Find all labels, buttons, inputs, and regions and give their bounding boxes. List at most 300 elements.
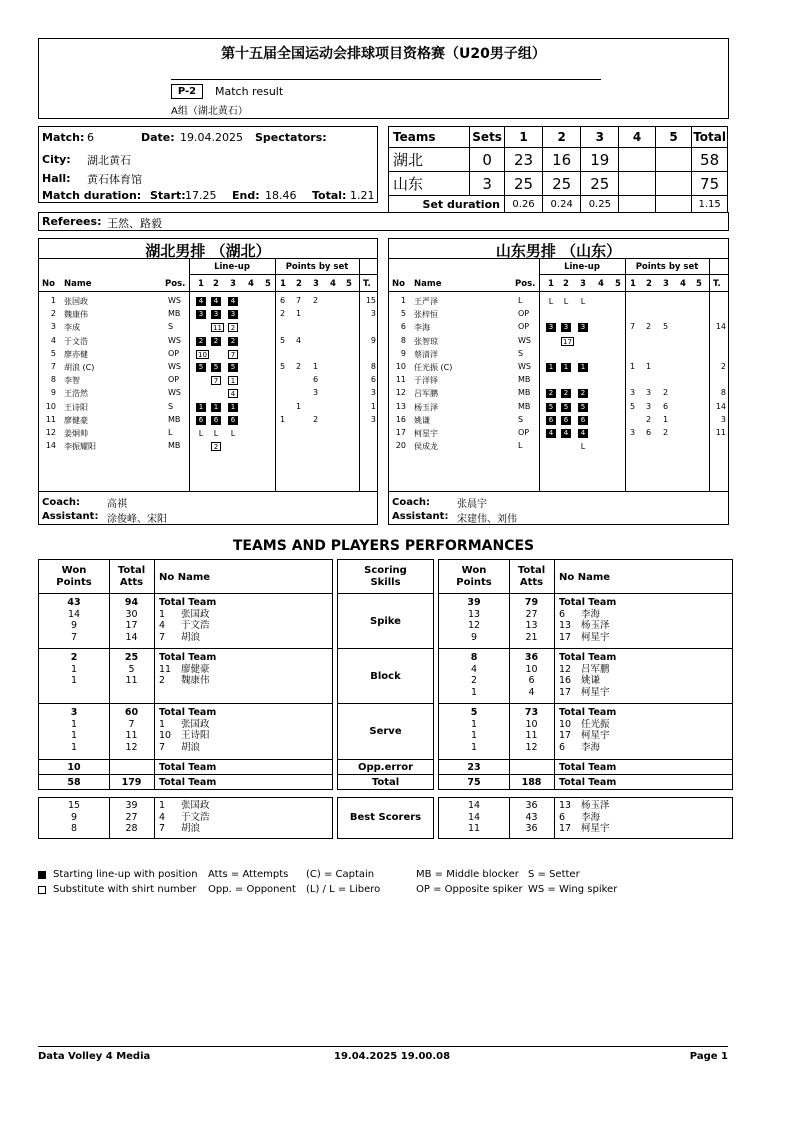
lineup-header: Line-up [564,262,600,272]
player-pos: MB [168,309,181,319]
player-no: 9 [400,348,406,358]
atts-header: Atts [519,577,544,588]
player-no: 9 [50,388,56,398]
player-name: 张国政 [64,297,88,306]
start-value: 17.25 [185,189,217,202]
skill-spike: Spike [370,616,401,627]
points-cell: 2 [663,428,669,437]
sub-header-line [189,274,377,275]
player-no: 13 [395,401,406,411]
points-col-3: 3 [313,279,319,289]
player-pos: L [518,441,523,451]
best-player-name: 柯星宇 [581,823,610,834]
lineup-cell: 4 [546,429,556,438]
points-cell: 2 [313,414,319,424]
referees-label: Referees: [42,215,102,228]
player-pos: L [518,296,523,305]
opp-error-team: Total Team [559,762,617,773]
perf-left-box [38,559,333,790]
perf-team: Total Team [559,597,617,608]
perf-player-name: 吕军鹏 [581,663,610,675]
end-value: 18.46 [265,189,297,202]
perf-player-no: 16 [559,675,572,686]
won-header: Won [61,565,87,576]
points-cell: 2 [313,296,319,305]
score-s4-2 [619,172,655,196]
perf-player-name: 杨玉泽 [581,620,610,631]
player-name: 李成 [64,323,80,333]
score-table [388,126,728,213]
best-points: 14 [467,811,481,823]
perf-points: 14 [67,608,81,620]
perf-team: Total Team [159,707,217,718]
points-cell: 5 [663,322,669,332]
lineup-cell: 1 [196,403,206,412]
perf-player-no: 7 [159,631,166,643]
perf-player-name: 魏康伟 [181,675,210,686]
player-total: 8 [370,362,376,371]
perf-team: Total Team [559,707,617,718]
player-no: 1 [400,296,406,305]
best-points: 11 [467,823,481,834]
player-pos: WS [168,388,181,398]
city-value: 湖北黄石 [87,154,131,167]
perf-atts: 60 [124,707,139,718]
best-points: 9 [70,811,78,823]
lineup-cell: 5 [196,363,206,372]
set-duration-1: 0.26 [504,196,542,213]
score-h-2: 2 [543,127,581,148]
lineup-col-5: 5 [615,279,621,289]
t-header: T. [363,279,371,289]
player-total: 6 [370,375,376,385]
perf-atts: 11 [125,675,138,686]
points-col-5: 5 [696,279,702,289]
row-line [338,593,433,594]
lineup-cell: 6 [561,416,571,425]
row-line [439,648,732,649]
points-cell: 1 [313,362,319,371]
name-header: Name [414,279,442,289]
points-cell: 2 [646,322,652,332]
perf-atts: 17 [125,620,138,631]
player-no: 12 [45,428,56,437]
points-cell: 1 [280,414,286,424]
score-h-total: Total [692,127,728,148]
player-name: 吕军鹏 [414,389,438,399]
set-duration-2: 0.24 [543,196,581,213]
team-name: 山东男排 （山东） [495,242,622,260]
player-pos: OP [168,348,180,358]
col-line-points [275,258,276,491]
player-name: 廖健豪 [64,415,88,425]
col-line-total [709,258,710,491]
points-cell: 5 [280,335,286,345]
best-atts: 43 [525,811,538,823]
coach-value: 高祺 [107,499,127,510]
lineup-cell: L [580,297,586,306]
perf-points: 1 [470,730,478,741]
perf-player-name: 李海 [581,741,601,753]
best-player-name: 李海 [581,811,601,823]
header-box [38,38,729,119]
perf-atts: 7 [128,718,135,730]
player-pos: OP [168,375,180,385]
header-line [389,291,728,292]
player-total: 11 [715,428,726,437]
perf-player-name: 任光振 [581,718,610,730]
best-player-no: 6 [559,811,566,823]
player-no: 12 [395,388,406,398]
total-team: Total Team [559,777,617,788]
perf-team: Total Team [159,597,217,608]
perf-player-name: 胡浪 [181,631,201,643]
player-no: 10 [45,401,56,411]
total-atts: 188 [521,777,542,788]
assistant-label: Assistant: [42,511,99,522]
referees-box [38,212,729,231]
perf-atts: 11 [125,730,138,741]
lineup-col-2: 2 [213,279,219,289]
legend-captain: (C) = Captain [306,869,375,880]
perf-atts: 79 [524,597,539,608]
points-cell: 6 [663,401,669,411]
best-points: 8 [70,823,78,834]
lineup-cell: 2 [211,442,221,451]
footer-line [38,1046,728,1047]
perf-player-no: 13 [559,620,572,631]
points-cell: 3 [646,388,652,398]
lineup-cell: 6 [578,416,588,425]
perf-atts: 25 [124,652,139,663]
perf-points: 7 [70,631,78,643]
lineup-cell: 3 [546,323,556,332]
perf-points: 1 [70,675,78,686]
player-pos: MB [518,375,531,385]
best-points: 15 [67,800,81,811]
player-pos: WS [168,362,181,371]
player-name: 李振耀阳 [64,442,96,452]
points-cell: 2 [646,414,652,424]
perf-player-no: 6 [559,741,566,753]
points-cell: 3 [630,428,636,437]
perf-player-no: 10 [559,718,572,730]
perf-points: 9 [70,620,78,631]
total-points: 75 [467,777,481,788]
points-cell: 6 [280,296,286,305]
end-label: End: [232,189,260,202]
perf-atts: 13 [525,620,538,631]
player-total: 2 [720,362,726,371]
coach-label: Coach: [392,497,431,508]
player-no: 5 [400,309,406,319]
perf-points: 2 [470,675,478,686]
col-line [154,560,155,789]
player-pos: S [168,401,174,411]
points-cell: 3 [630,388,636,398]
score-h-4: 4 [619,127,655,148]
date-value: 19.04.2025 [180,131,243,144]
player-pos: OP [518,428,530,437]
team-name: 湖北男排 （湖北） [145,242,271,260]
perf-points: 43 [67,597,81,608]
player-no: 11 [45,414,56,424]
total-label: Total [371,777,400,788]
perf-points: 39 [467,597,481,608]
perf-points: 4 [470,663,478,675]
legend-start-square-icon [38,871,46,879]
lineup-cell: L [580,442,586,452]
best-player-no: 7 [159,823,166,834]
score-s5-2 [655,172,691,196]
city-label: City: [42,153,71,166]
perf-skills-box [337,559,434,790]
player-no: 5 [50,348,56,358]
set-duration-label: Set duration [389,196,505,213]
col-line-total [359,258,360,491]
points-col-4: 4 [680,279,686,289]
lineup-cell: 2 [546,389,556,398]
player-name: 姜炯帅 [64,429,88,438]
perf-player-no: 17 [559,631,572,643]
coach-label: Coach: [42,497,81,508]
opp-error-points: 10 [67,762,81,773]
perf-player-no: 4 [159,620,166,631]
lineup-header: Line-up [214,262,250,272]
opp-error-team: Total Team [159,762,217,773]
score-h-sets: Sets [470,127,505,148]
perf-points: 2 [70,652,78,663]
player-name: 于洋铎 [414,376,438,386]
doc-code: P-2 [171,84,203,99]
player-no: 1 [50,296,56,305]
best-label-box [337,797,434,839]
row-line [39,593,332,594]
perf-player-name: 胡浪 [181,741,201,753]
best-player-name: 于文浩 [181,811,210,823]
col-line [554,798,555,838]
lineup-cell: 4 [211,297,221,306]
sub-header-line [539,274,728,275]
match-number: 6 [87,131,94,144]
lineup-cell: L [213,429,219,438]
perf-atts: 27 [525,608,538,620]
perf-player-no: 12 [559,663,572,675]
lineup-cell: 6 [546,416,556,425]
lineup-cell: 3 [561,323,571,332]
no-header: No [392,279,405,289]
row-line [39,774,332,775]
best-player-no: 4 [159,811,166,823]
points-col-5: 5 [346,279,352,289]
perf-atts: 5 [128,663,135,675]
perf-atts: 21 [525,631,538,643]
perf-player-name: 柯星宇 [581,730,610,741]
set-duration-3: 0.25 [581,196,619,213]
col-line [154,798,155,838]
perf-player-name: 柯星宇 [581,686,610,698]
score-sets-1: 0 [470,148,505,172]
best-player-name: 张国政 [181,800,210,811]
player-pos: OP [518,322,530,332]
lineup-col-4: 4 [598,279,604,289]
no-header: No [42,279,55,289]
lineup-cell: 5 [561,403,571,412]
best-atts: 36 [525,800,538,811]
player-total: 3 [370,309,376,319]
pos-header: Pos. [515,279,536,289]
perf-atts: 11 [525,730,538,741]
best-scorers-label: Best Scorers [349,812,422,823]
perf-points: 1 [70,741,78,753]
player-name: 蔡清洋 [414,349,438,359]
row-line [338,703,433,704]
lineup-col-4: 4 [248,279,254,289]
header-line [39,291,377,292]
points-header: Points [456,577,492,588]
points-cell: 2 [296,362,302,371]
perf-player-name: 柯星宇 [581,631,610,643]
col-line-lineup [189,258,190,491]
performances-title: TEAMS AND PLAYERS PERFORMANCES [232,538,535,554]
lineup-cell: 1 [228,403,238,412]
perf-right-box [438,559,733,790]
coach-line [389,491,728,492]
hall-label: Hall: [42,172,71,185]
row-line [338,759,433,760]
perf-points: 12 [467,620,481,631]
player-pos: MB [518,401,531,411]
perf-atts: 14 [125,631,138,643]
lineup-col-3: 3 [580,279,586,289]
lineup-cell: 4 [561,429,571,438]
perf-player-no: 10 [159,730,172,741]
perf-player-no: 6 [559,608,566,620]
player-pos: MB [168,414,181,424]
player-total: 3 [370,414,376,424]
pos-header: Pos. [165,279,186,289]
legend-sub-square-icon [38,886,46,894]
col-line [554,560,555,789]
perf-player-no: 11 [159,663,172,675]
points-cell: 1 [296,401,302,411]
perf-atts: 10 [525,718,538,730]
player-no: 7 [50,362,56,371]
lineup-cell: 2 [561,389,571,398]
set-duration-4 [619,196,655,213]
points-cell: 5 [280,362,286,371]
total-atts: 179 [121,777,142,788]
score-s2-2: 25 [543,172,581,196]
team-name-line [39,258,377,259]
player-pos: S [168,322,174,332]
row-line [39,703,332,704]
lineup-cell: 3 [196,310,206,319]
score-total-2: 75 [692,172,728,196]
legend-libero: (L) / L = Libero [306,884,381,895]
legend-mb: MB = Middle blocker [416,869,519,880]
perf-atts: 10 [525,663,538,675]
score-sets-2: 3 [470,172,505,196]
player-pos: WS [168,296,181,305]
total-header: Total [517,565,546,576]
points-col-2: 2 [296,279,302,289]
player-name: 张智琼 [414,336,438,346]
lineup-cell: 2 [211,337,221,346]
points-cell: 6 [646,428,652,437]
row-line [439,774,732,775]
match-label: Match: [42,131,85,144]
footer-center: 19.04.2025 19.00.08 [334,1051,451,1062]
match-info-box [38,126,378,203]
lineup-cell: 4 [228,297,238,306]
points-cell: 1 [646,362,652,371]
lineup-cell: 11 [211,323,224,332]
score-s1-2: 25 [504,172,542,196]
points-col-3: 3 [663,279,669,289]
best-atts: 28 [125,823,138,834]
col-line-lineup [539,258,540,491]
score-h-5: 5 [655,127,691,148]
player-total: 15 [365,296,376,305]
lineup-cell: L [563,297,569,306]
lineup-cell: 10 [196,350,209,359]
legend-s: S = Setter [528,869,580,880]
set-duration-total: 1.15 [692,196,728,213]
skill-serve: Serve [369,726,402,737]
points-header: Points [56,577,92,588]
opp-error-points: 23 [467,762,481,773]
referees-value: 王然、路毅 [107,217,162,230]
player-name: 胡浪 (C) [64,363,95,372]
opp-error-label: Opp.error [357,762,414,773]
player-name: 于文浩 [64,336,88,346]
perf-points: 5 [470,707,478,718]
footer-right: Page 1 [689,1051,728,1062]
doc-name: Match result [215,85,284,98]
lineup-cell: 1 [546,363,556,372]
perf-player-name: 廖健豪 [181,663,210,675]
start-label: Start: [150,189,186,202]
player-name: 魏康伟 [64,310,88,320]
atts-header: Atts [119,577,144,588]
perf-atts: 6 [528,675,535,686]
team-box-right [388,238,729,525]
perf-points: 1 [470,718,478,730]
best-player-name: 胡浪 [181,823,201,834]
lineup-cell: 1 [561,363,571,372]
score-h-3: 3 [581,127,619,148]
scoring-header: Scoring [364,565,407,576]
score-s1-1: 23 [504,148,542,172]
best-player-name: 杨玉泽 [581,800,610,811]
score-h-teams: Teams [389,127,470,148]
points-header: Points by set [635,262,699,272]
footer-left: Data Volley 4 Media [38,1051,151,1062]
lineup-cell: 5 [578,403,588,412]
lineup-cell: 4 [228,389,238,398]
lineup-cell: L [548,297,554,306]
points-cell: 5 [630,401,636,411]
best-player-no: 17 [559,823,572,834]
coach-value: 张晨宇 [457,499,487,510]
best-atts: 36 [525,823,538,834]
best-atts: 27 [125,811,138,823]
best-left-box [38,797,333,839]
total-team: Total Team [159,777,217,788]
perf-atts: 4 [528,686,535,698]
perf-player-name: 张国政 [181,608,210,620]
